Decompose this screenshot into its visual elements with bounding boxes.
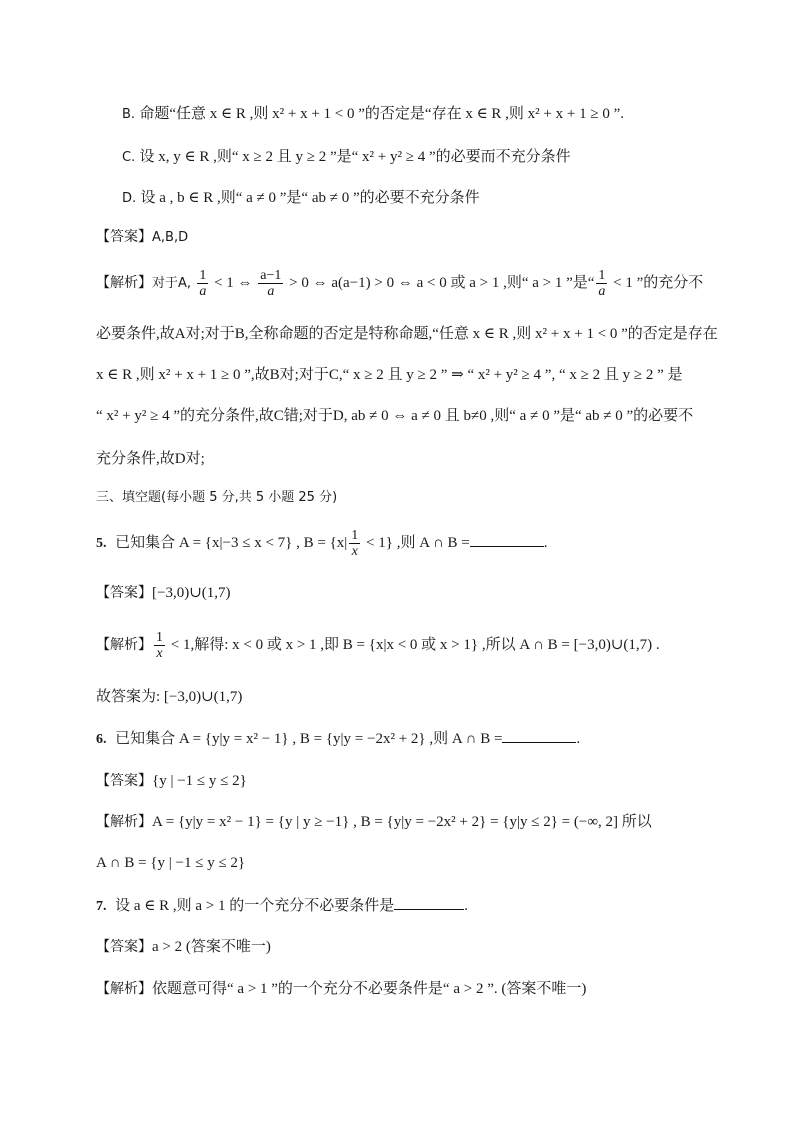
fraction: $\frac{a-1}{a}$ (260, 268, 282, 299)
analysis-tag: 【解析】 (96, 637, 152, 653)
option-text: 设 a , b ∈ R ,则“ a ≠ 0 ”是“ ab ≠ 0 ”的必要不充分条件 (140, 190, 480, 206)
analysis-tag: 【解析】 (96, 981, 152, 997)
q4-analysis-line-4: “ x² + y² ≥ 4 ”的充分条件,故C错;对于D, ab ≠ 0 ⇔ a ≠ 0 且 b≠0 ,则“ a ≠ 0 ”是“ ab ≠ 0 ”的必要不 (96, 408, 694, 424)
option-letter: C. (122, 150, 136, 165)
option-b (122, 103, 624, 126)
q5-analysis: 【解析】 $\frac{1}{x}$ < 1,解得: x < 0 或 x > 1 ,即 B = {x|x < 0 或 x > 1} ,所以 A ∩ B = [−3,0)∪(1,7) . (96, 630, 660, 661)
section-heading: 三、填空题(每小题 5 分,共 5 小题 25 分) (96, 490, 338, 505)
option-text: 命题“任意 x ∈ R ,则 x² + x + 1 < 0 ”的否定是“存在 x ∈ R ,则 x² + x + 1 ≥ 0 ”. (139, 106, 624, 122)
answer-text: A,B,D (152, 230, 189, 245)
answer-blank (470, 532, 544, 547)
q4-answer (96, 226, 188, 249)
option-letter: D. (122, 191, 137, 206)
fraction: $\frac{1}{x}$ (156, 630, 163, 661)
q4-analysis-line-5: 充分条件,故D对; (96, 451, 205, 467)
answer-tag: 【答案】 (96, 939, 152, 955)
q5-conclusion: 故答案为: [−3,0)∪(1,7) (96, 689, 243, 705)
q4-analysis-line-3: x ∈ R ,则 x² + x + 1 ≥ 0 ”,故B对;对于C,“ x ≥ 2 且 y ≥ 2 ” ⇒ “ x² + y² ≥ 4 ”, “ x ≥ 2 且 y ≥ 2 ” 是 (96, 367, 683, 383)
answer-text: [−3,0)∪(1,7) (152, 585, 231, 601)
question-number: 6. (96, 732, 107, 747)
q6-stem: 6. 已知集合 A = {y|y = x² − 1} , B = {y|y = −2x² + 2} ,则 A ∩ B = . (96, 728, 580, 751)
analysis-tag: 【解析】 (96, 275, 152, 291)
question-number: 5. (96, 536, 107, 551)
option-letter: B. (122, 107, 136, 122)
option-d (122, 187, 480, 210)
question-number: 7. (96, 899, 107, 914)
answer-tag: 【答案】 (96, 773, 152, 789)
answer-blank (394, 895, 464, 910)
q7-stem: 7. 设 a ∈ R ,则 a > 1 的一个充分不必要条件是 . (96, 895, 468, 918)
q7-answer (96, 936, 271, 958)
q4-analysis-line-1: 【解析】对于A, $\frac{1}{a}$ < 1 ⇔ $\frac{a-1}{a}$ > 0 ⇔ a(a−1) > 0 ⇔ a < 0 或 a > 1 ,则“ a > 1 ”是“ $\frac{1}{a}$ < 1 ”的充分不 (96, 268, 704, 299)
q5-answer (96, 582, 231, 604)
q6-analysis-line-2: A ∩ B = {y | −1 ≤ y ≤ 2} (96, 855, 246, 871)
answer-blank (502, 728, 576, 743)
q5-stem: 5. 已知集合 A = {x|−3 ≤ x < 7} , B = {x| $\frac{1}{x}$ < 1} ,则 A ∩ B = . (96, 528, 548, 559)
q6-answer (96, 770, 247, 792)
q6-analysis-line-1: 【解析】A = {y|y = x² − 1} = {y | y ≥ −1} , B = {y|y = −2x² + 2} = {y|y ≤ 2} = (−∞, 2] 所以 (96, 814, 652, 830)
answer-tag: 【答案】 (96, 585, 152, 601)
analysis-tag: 【解析】 (96, 814, 152, 830)
answer-tag: 【答案】 (96, 229, 152, 245)
answer-text: a > 2 (答案不唯一) (152, 939, 271, 955)
fraction: $\frac{1}{a}$ (598, 268, 606, 299)
fraction: $\frac{1}{x}$ (351, 528, 359, 559)
option-c (122, 146, 571, 169)
q7-analysis: 【解析】依题意可得“ a > 1 ”的一个充分不必要条件是“ a > 2 ”. (答案不唯一) (96, 981, 587, 997)
option-text: 设 x, y ∈ R ,则“ x ≥ 2 且 y ≥ 2 ”是“ x² + y² ≥ 4 ”的必要而不充分条件 (139, 149, 571, 165)
fraction: $\frac{1}{a}$ (199, 268, 207, 299)
answer-text: {y | −1 ≤ y ≤ 2} (152, 773, 247, 789)
q4-analysis-line-2: 必要条件,故A对;对于B,全称命题的否定是特称命题,“任意 x ∈ R ,则 x² + x + 1 < 0 ”的否定是存在 (96, 326, 718, 342)
